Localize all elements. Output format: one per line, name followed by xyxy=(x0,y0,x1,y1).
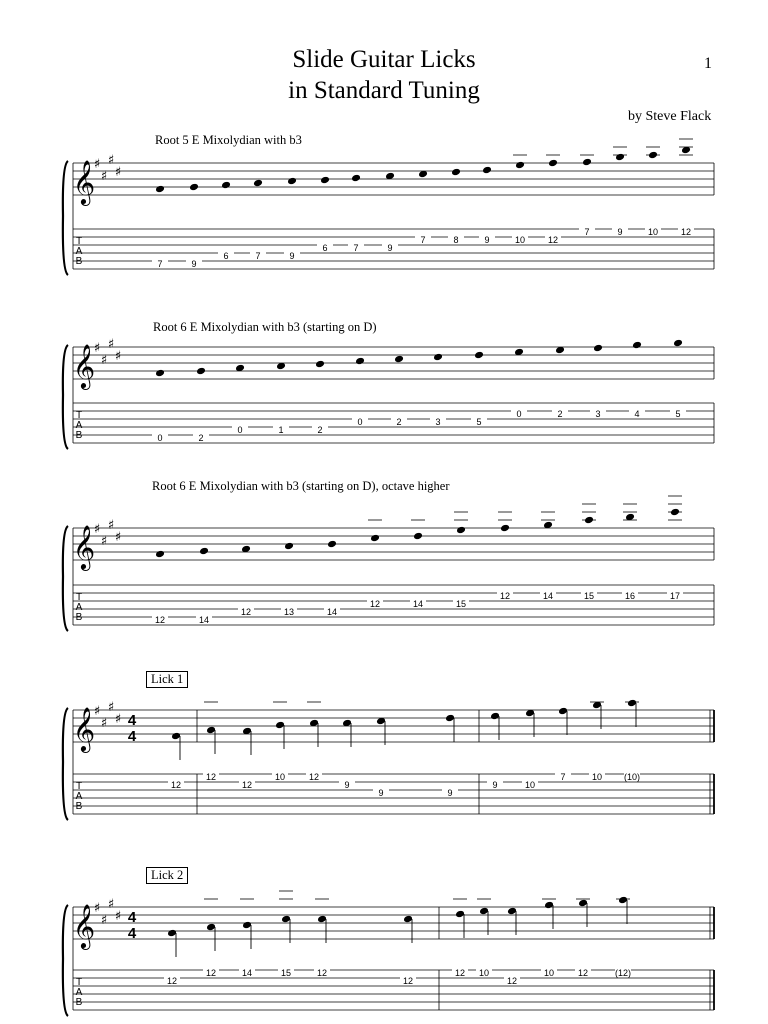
notehead xyxy=(284,542,294,551)
notehead xyxy=(206,726,216,735)
notehead xyxy=(315,360,325,369)
key-signature-sharp: ♯ xyxy=(114,712,122,727)
tab-fret-number: 10 xyxy=(647,227,659,237)
treble-clef-icon: 𝄞 xyxy=(72,344,96,388)
notehead xyxy=(593,344,603,353)
tab-fret-number: 5 xyxy=(675,409,681,419)
treble-clef-icon: 𝄞 xyxy=(72,160,96,204)
notehead xyxy=(171,732,181,741)
notehead xyxy=(242,921,252,930)
key-signature-sharp: ♯ xyxy=(107,897,115,912)
notehead xyxy=(155,369,165,378)
tab-letter-a: A xyxy=(75,987,83,998)
key-signature-sharp: ♯ xyxy=(107,700,115,715)
notehead xyxy=(578,899,588,908)
tab-fret-number: 13 xyxy=(283,607,295,617)
system-3-caption: Root 6 E Mixolydian with b3 (starting on D), octave higher xyxy=(152,479,450,493)
tab-fret-number: 3 xyxy=(595,409,601,419)
key-signature-sharp: ♯ xyxy=(100,534,108,549)
notehead xyxy=(253,179,263,188)
tab-letter-a: A xyxy=(75,602,83,613)
tab-letter-t: T xyxy=(75,781,83,792)
tab-fret-number: 12 xyxy=(241,780,253,790)
notehead xyxy=(433,353,443,362)
notehead xyxy=(394,355,404,364)
tab-fret-number: 0 xyxy=(237,425,243,435)
tab-fret-number: 14 xyxy=(241,968,253,978)
key-signature-sharp: ♯ xyxy=(100,353,108,368)
tab-fret-number: 12 xyxy=(205,968,217,978)
notehead xyxy=(403,915,413,924)
tab-fret-number: 6 xyxy=(322,243,328,253)
tab-fret-number: 10 xyxy=(514,235,526,245)
notehead xyxy=(199,547,209,556)
key-signature-sharp: ♯ xyxy=(93,704,101,719)
system-bracket xyxy=(63,905,68,1016)
tab-fret-number: 9 xyxy=(191,259,197,269)
notehead xyxy=(189,183,199,192)
notehead xyxy=(515,161,525,170)
notehead xyxy=(456,526,466,535)
system-2-caption: Root 6 E Mixolydian with b3 (starting on D) xyxy=(153,320,377,334)
tab-letter-b: B xyxy=(75,997,83,1008)
tab-fret-number: 12 xyxy=(154,615,166,625)
tab-letter-b: B xyxy=(75,801,83,812)
notehead xyxy=(673,339,683,348)
tab-fret-number: 7 xyxy=(255,251,261,261)
notehead xyxy=(544,901,554,910)
notehead xyxy=(317,915,327,924)
notehead xyxy=(287,177,297,186)
tab-fret-number: 2 xyxy=(198,433,204,443)
notehead xyxy=(320,176,330,185)
tab-letter-t: T xyxy=(75,236,83,247)
system-bracket xyxy=(63,161,68,275)
notehead xyxy=(558,707,568,716)
tab-fret-number: 7 xyxy=(584,227,590,237)
tab-letter-t: T xyxy=(75,410,83,421)
tab-fret-number: 9 xyxy=(492,780,498,790)
tab-fret-number: 12 xyxy=(499,591,511,601)
system-1-caption: Root 5 E Mixolydian with b3 xyxy=(155,133,302,147)
treble-clef-icon: 𝄞 xyxy=(72,525,96,569)
notehead xyxy=(500,524,510,533)
notehead xyxy=(327,540,337,549)
key-signature-sharp: ♯ xyxy=(114,530,122,545)
time-signature-bottom: 4 xyxy=(127,728,137,745)
notehead xyxy=(479,907,489,916)
tab-fret-number: 0 xyxy=(516,409,522,419)
tab-letter-a: A xyxy=(75,791,83,802)
tab-fret-number: 15 xyxy=(583,591,595,601)
tab-fret-number: 14 xyxy=(412,599,424,609)
tab-fret-number: 10 xyxy=(543,968,555,978)
tab-fret-number: 0 xyxy=(357,417,363,427)
tab-fret-number: 9 xyxy=(617,227,623,237)
system-bracket xyxy=(63,345,68,449)
tab-fret-number: 14 xyxy=(198,615,210,625)
tab-fret-number: 15 xyxy=(280,968,292,978)
notehead xyxy=(275,721,285,730)
time-signature-bottom: 4 xyxy=(127,925,137,942)
notehead xyxy=(474,351,484,360)
tab-fret-number: 17 xyxy=(669,591,681,601)
tab-fret-number: 14 xyxy=(326,607,338,617)
tab-fret-number: 10 xyxy=(274,772,286,782)
tab-fret-number: 12 xyxy=(240,607,252,617)
key-signature-sharp: ♯ xyxy=(114,165,122,180)
notehead xyxy=(370,534,380,543)
title-line-1: Slide Guitar Licks xyxy=(292,46,476,73)
notehead xyxy=(490,712,500,721)
tab-fret-number: 12 xyxy=(680,227,692,237)
tab-fret-number: 12 xyxy=(547,235,559,245)
tab-fret-number: 1 xyxy=(278,425,284,435)
tab-fret-number: 12 xyxy=(506,976,518,986)
tab-fret-number: 12 xyxy=(369,599,381,609)
time-signature-top: 4 xyxy=(127,909,137,926)
tab-fret-number: 2 xyxy=(317,425,323,435)
tab-fret-number: 8 xyxy=(453,235,459,245)
tab-fret-number: 7 xyxy=(157,259,163,269)
key-signature-sharp: ♯ xyxy=(93,901,101,916)
tab-fret-number: 12 xyxy=(166,976,178,986)
notehead xyxy=(451,168,461,177)
treble-clef-icon: 𝄞 xyxy=(72,904,96,948)
byline: by Steve Flack xyxy=(628,109,712,124)
tab-fret-number: 9 xyxy=(378,788,384,798)
notehead xyxy=(351,174,361,183)
notehead xyxy=(196,367,206,376)
tab-letter-b: B xyxy=(75,256,83,267)
tab-letter-t: T xyxy=(75,977,83,988)
tab-fret-number: (10) xyxy=(623,772,641,782)
notehead xyxy=(355,357,365,366)
tab-fret-number: 10 xyxy=(478,968,490,978)
lick-2-label: Lick 2 xyxy=(146,867,188,884)
tab-fret-number: 12 xyxy=(205,772,217,782)
tab-fret-number: 5 xyxy=(476,417,482,427)
key-signature-sharp: ♯ xyxy=(107,518,115,533)
tab-fret-number: 12 xyxy=(577,968,589,978)
title-line-2: in Standard Tuning xyxy=(288,77,480,104)
key-signature-sharp: ♯ xyxy=(107,153,115,168)
tab-fret-number: 3 xyxy=(435,417,441,427)
tab-fret-number: 10 xyxy=(524,780,536,790)
notehead xyxy=(627,699,637,708)
key-signature-sharp: ♯ xyxy=(93,522,101,537)
tab-fret-number: 12 xyxy=(308,772,320,782)
notehead xyxy=(155,185,165,194)
notehead xyxy=(482,166,492,175)
tab-letter-b: B xyxy=(75,612,83,623)
tab-fret-number: 2 xyxy=(396,417,402,427)
tab-letter-t: T xyxy=(75,592,83,603)
notehead xyxy=(413,532,423,541)
notehead xyxy=(167,929,177,938)
key-signature-sharp: ♯ xyxy=(93,157,101,172)
treble-clef-icon: 𝄞 xyxy=(72,707,96,751)
tab-fret-number: 6 xyxy=(223,251,229,261)
notehead xyxy=(281,915,291,924)
time-signature-top: 4 xyxy=(127,712,137,729)
tab-fret-number: 12 xyxy=(316,968,328,978)
tab-letter-b: B xyxy=(75,430,83,441)
system-bracket xyxy=(63,708,68,820)
tab-fret-number: 7 xyxy=(560,772,566,782)
tab-fret-number: 12 xyxy=(454,968,466,978)
tab-fret-number: 9 xyxy=(447,788,453,798)
system-bracket xyxy=(63,526,68,631)
tab-fret-number: 9 xyxy=(289,251,295,261)
tab-fret-number: (12) xyxy=(614,968,632,978)
notehead xyxy=(548,159,558,168)
lick-1-label: Lick 1 xyxy=(146,671,188,688)
notehead xyxy=(615,153,625,162)
notehead xyxy=(445,714,455,723)
tab-fret-number: 16 xyxy=(624,591,636,601)
key-signature-sharp: ♯ xyxy=(100,913,108,928)
notehead xyxy=(618,896,628,905)
tab-fret-number: 9 xyxy=(344,780,350,790)
key-signature-sharp: ♯ xyxy=(100,716,108,731)
tab-letter-a: A xyxy=(75,246,83,257)
tab-fret-number: 7 xyxy=(420,235,426,245)
notehead xyxy=(221,181,231,190)
notehead xyxy=(155,550,165,559)
notehead xyxy=(507,907,517,916)
tab-fret-number: 9 xyxy=(484,235,490,245)
key-signature-sharp: ♯ xyxy=(114,909,122,924)
key-signature-sharp: ♯ xyxy=(93,341,101,356)
tab-letter-a: A xyxy=(75,420,83,431)
key-signature-sharp: ♯ xyxy=(107,337,115,352)
notehead xyxy=(582,158,592,167)
tab-fret-number: 12 xyxy=(402,976,414,986)
key-signature-sharp: ♯ xyxy=(100,169,108,184)
tab-fret-number: 9 xyxy=(387,243,393,253)
tab-fret-number: 4 xyxy=(634,409,640,419)
tab-fret-number: 2 xyxy=(557,409,563,419)
notehead xyxy=(455,910,465,919)
tab-fret-number: 7 xyxy=(353,243,359,253)
tab-fret-number: 0 xyxy=(157,433,163,443)
tab-fret-number: 12 xyxy=(170,780,182,790)
tab-fret-number: 10 xyxy=(591,772,603,782)
tab-fret-number: 15 xyxy=(455,599,467,609)
tab-fret-number: 14 xyxy=(542,591,554,601)
notehead xyxy=(206,923,216,932)
key-signature-sharp: ♯ xyxy=(114,349,122,364)
page-number: 1 xyxy=(704,55,712,72)
notehead xyxy=(632,341,642,350)
